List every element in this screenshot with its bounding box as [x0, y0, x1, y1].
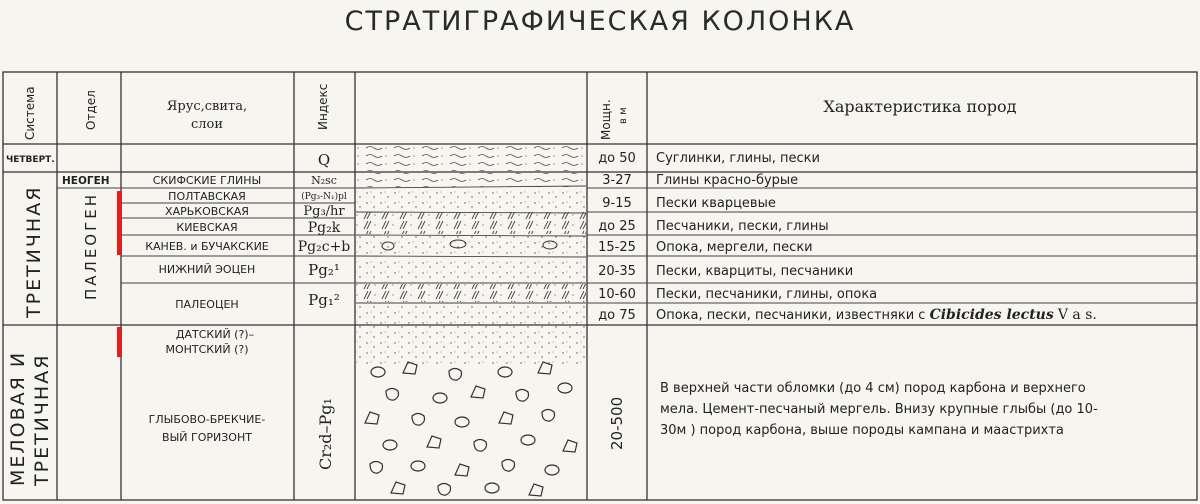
thickness-kanev: 15-25	[598, 240, 636, 255]
breccia-clast	[412, 414, 425, 426]
red-marker-paleogene	[117, 191, 122, 255]
thickness-scythian: 3-27	[602, 173, 632, 188]
breccia-clast	[545, 465, 559, 475]
breccia-clast	[485, 483, 499, 493]
thickness-lower-eocene: 20-35	[598, 264, 636, 279]
stage-breccia-line2: ВЫЙ ГОРИЗОНТ	[162, 431, 252, 444]
stage-kanev: КАНЕВ. и БУЧАКСКИЕ	[145, 240, 269, 253]
thickness-breccia: 20-500	[608, 396, 626, 450]
desc-paleocene: Пески, песчаники, глины, опока	[656, 287, 878, 302]
breccia-clast	[474, 440, 487, 452]
breccia-clast	[371, 367, 385, 377]
system-cretaceous-line1: МЕЛОВАЯ И	[7, 350, 29, 486]
system-quaternary: ЧЕТВЕРТ.	[6, 155, 55, 165]
stage-breccia-line1: ГЛЫБОВО-БРЕКЧИЕ-	[148, 413, 266, 426]
desc-q: Суглинки, глины, пески	[656, 151, 820, 166]
desc-breccia-line3: 30м ) пород карбона, выше породы кампана и маастрихта	[660, 423, 1064, 438]
index-pg1-2: Pg₁²	[308, 291, 340, 309]
breccia-clast	[411, 461, 425, 471]
header-thickness-line2: в м	[618, 107, 629, 124]
thickness-opoka: до 75	[598, 308, 636, 323]
breccia-clast	[471, 386, 485, 398]
breccia-clast	[391, 482, 405, 494]
system-tertiary: ТРЕТИЧНАЯ	[23, 185, 45, 318]
breccia-clast	[455, 464, 469, 476]
breccia-clast	[427, 436, 441, 448]
stage-poltava: ПОЛТАВСКАЯ	[168, 190, 246, 203]
system-cretaceous-line2: ТРЕТИЧНАЯ	[31, 353, 53, 486]
index-pg2k: Pg₂k	[307, 220, 341, 236]
desc-opoka-species: Cibicides lectus	[929, 307, 1054, 323]
division-paleogene: ПАЛЕОГЕН	[82, 191, 100, 300]
desc-kiev: Песчаники, пески, глины	[656, 219, 829, 234]
header-description: Характеристика пород	[823, 97, 1017, 116]
index-pg3n1pl: (Pg₃-N₁)pl	[301, 192, 347, 202]
desc-poltava: Пески кварцевые	[656, 196, 776, 211]
red-marker-danian	[117, 327, 122, 357]
desc-kanev: Опока, мергели, пески	[656, 240, 813, 255]
desc-opoka-text: Опока, пески, песчаники, известняки с	[656, 308, 926, 323]
page-title: СТРАТИГРАФИЧЕСКАЯ КОЛОНКА	[344, 6, 856, 37]
desc-scythian: Глины красно-бурые	[656, 173, 799, 188]
index-pg3hr: Pg₃/hr	[303, 204, 345, 219]
desc-lower-eocene: Пески, кварциты, песчаники	[656, 264, 854, 279]
breccia-clast	[563, 440, 577, 452]
stage-kiev: КИЕВСКАЯ	[176, 221, 238, 234]
breccia-clast	[455, 417, 469, 427]
breccia-clast	[498, 367, 512, 377]
header-system: Система	[23, 86, 37, 140]
stage-lower-eocene: НИЖНИЙ ЭОЦЕН	[158, 263, 256, 276]
header-division: Отдел	[84, 90, 98, 130]
division-neogene: НЕОГЕН	[62, 175, 110, 187]
thickness-q: до 50	[598, 151, 636, 166]
index-pg2-1: Pg₂¹	[308, 261, 340, 279]
thickness-kiev: до 25	[598, 219, 636, 234]
desc-opoka-author: V a s.	[1057, 307, 1097, 323]
breccia-clast	[499, 412, 513, 424]
thickness-paleocene: 10-60	[598, 287, 636, 302]
index-q: Q	[317, 151, 331, 169]
breccia-clasts	[365, 362, 577, 496]
desc-breccia-line1: В верхней части обломки (до 4 см) пород карбона и верхнего	[660, 381, 1086, 396]
breccia-clast	[386, 389, 399, 401]
breccia-clast	[516, 390, 529, 402]
index-cr2d-pg1: Cr₂d–Pg₁	[316, 398, 335, 470]
header-stage-line1: Ярус,свита,	[166, 99, 248, 114]
stage-danian-line1: ДАТСКИЙ (?)–	[175, 328, 255, 341]
breccia-clast	[529, 484, 543, 496]
desc-opoka	[656, 307, 1097, 323]
stage-paleocene: ПАЛЕОЦЕН	[175, 298, 239, 311]
desc-breccia-line2: мела. Цемент-песчаный мергель. Внизу крупные глыбы (до 10-	[660, 402, 1098, 417]
breccia-clast	[365, 412, 379, 424]
lithology-column	[356, 145, 586, 366]
stage-scythian: СКИФСКИЕ ГЛИНЫ	[152, 174, 262, 187]
thickness-poltava: 9-15	[602, 196, 632, 211]
index-pg2cb: Pg₂c+b	[297, 239, 351, 255]
header-thickness-line1: Мощн.	[599, 99, 613, 140]
breccia-clast	[558, 383, 572, 393]
stage-danian-line2: МОНТСКИЙ (?)	[165, 343, 249, 356]
breccia-clast	[383, 440, 397, 450]
breccia-clast	[542, 410, 555, 422]
breccia-clast	[433, 393, 447, 403]
breccia-clast	[502, 460, 515, 472]
breccia-clast	[449, 369, 462, 381]
breccia-clast	[438, 484, 451, 496]
index-n2sc: N₂sc	[311, 174, 337, 187]
header-index: Индекс	[316, 83, 330, 130]
stage-kharkov: ХАРЬКОВСКАЯ	[165, 205, 249, 218]
header-stage-line2: слои	[190, 117, 224, 132]
breccia-clast	[521, 435, 535, 445]
breccia-clast	[370, 462, 383, 474]
